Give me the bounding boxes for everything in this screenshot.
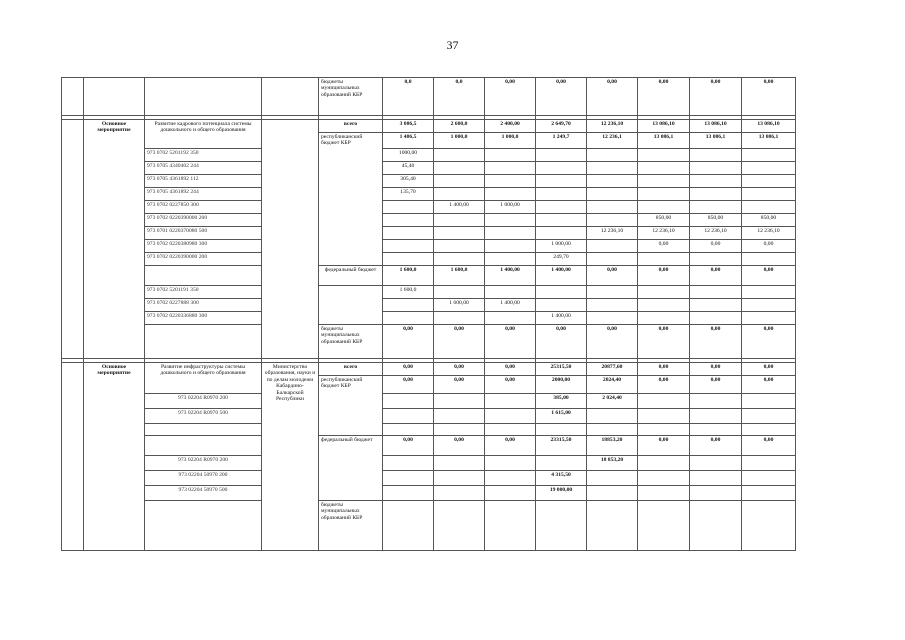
event-kind-label: Основное мероприятие: [84, 363, 145, 551]
value-cell: [742, 299, 796, 312]
value-cell: [638, 299, 690, 312]
kbk-code: 973 02204 50970 500: [145, 486, 262, 501]
value-cell: 0,00: [383, 376, 434, 394]
kbk-code: 973 02204 50970 200: [145, 471, 262, 486]
empty-cell: [145, 78, 262, 116]
budget-source-label: бюджеты муниципальных образований КБР: [319, 501, 383, 551]
value-cell: [638, 149, 690, 162]
value-cell: [638, 253, 690, 266]
empty-cell: [319, 286, 383, 325]
empty-cell: [638, 501, 690, 551]
value-cell: 1 400,00: [434, 201, 485, 214]
value-cell: 850,00: [690, 214, 742, 227]
value-cell: 0,00: [638, 436, 690, 456]
empty-cell: [536, 501, 587, 551]
event-title: Развитие инфраструктуры системы дошкольного и общего образования: [145, 363, 262, 394]
table-row: [62, 120, 796, 133]
number-cell: [62, 363, 84, 551]
value-cell: 13 086,10: [690, 120, 742, 133]
value-cell: [587, 253, 638, 266]
value-cell: [536, 201, 587, 214]
budget-source-label: республиканский бюджет КБР: [319, 133, 383, 266]
value-cell: 0,00: [742, 363, 796, 376]
value-cell: [587, 240, 638, 253]
value-cell: [587, 299, 638, 312]
table-row: [62, 312, 796, 325]
value-cell: 0,00: [638, 266, 690, 286]
value-cell: 2 600,0: [434, 120, 485, 133]
empty-cell: [262, 78, 319, 116]
table-row: [62, 325, 796, 359]
value-cell: 0,00: [638, 325, 690, 359]
kbk-code: 973 0702 0220390000 200: [145, 214, 262, 227]
total-label: всего: [319, 120, 383, 133]
value-cell: 1 000,00: [485, 201, 536, 214]
value-cell: [434, 486, 485, 501]
value-cell: [690, 456, 742, 471]
value-cell: [587, 409, 638, 424]
value-cell: [434, 312, 485, 325]
value-cell: 2 649,70: [536, 120, 587, 133]
kbk-code: 973 0702 0227888 300: [145, 299, 262, 312]
value-cell: 135,70: [383, 188, 434, 201]
value-cell: 0,00: [742, 436, 796, 456]
value-cell: [587, 312, 638, 325]
value-cell: 850,00: [742, 214, 796, 227]
value-cell: [742, 162, 796, 175]
value-cell: [536, 162, 587, 175]
empty-cell: [145, 501, 262, 551]
value-cell: 0,00: [485, 325, 536, 359]
value-cell: 1 600,00: [434, 299, 485, 312]
value-cell: [536, 188, 587, 201]
value-cell: [690, 188, 742, 201]
value-cell: [638, 456, 690, 471]
value-cell: 1 400,00: [536, 312, 587, 325]
empty-cell: [690, 424, 742, 436]
value-cell: 0,00: [434, 376, 485, 394]
value-cell: [536, 214, 587, 227]
value-cell: 0,00: [690, 376, 742, 394]
empty-cell: [383, 424, 434, 436]
value-cell: 0,00: [690, 325, 742, 359]
empty-cell: [145, 325, 262, 359]
value-cell: 4 315,50: [536, 471, 587, 486]
value-cell: 1 400,00: [485, 266, 536, 286]
value-cell: 3 086,5: [383, 120, 434, 133]
value-cell: 305,40: [383, 175, 434, 188]
empty-cell: [145, 424, 262, 436]
value-cell: 0,00: [690, 240, 742, 253]
value-cell: 0,00: [587, 325, 638, 359]
value-cell: [587, 201, 638, 214]
value-cell: [434, 227, 485, 240]
value-cell: 0,00: [638, 363, 690, 376]
value-cell: 0,00: [485, 376, 536, 394]
value-cell: [638, 286, 690, 299]
value-cell: [434, 394, 485, 409]
value-cell: [638, 409, 690, 424]
value-cell: 249,70: [536, 253, 587, 266]
value-cell: [690, 409, 742, 424]
value-cell: [690, 253, 742, 266]
kbk-code: 973 02204 R0970 500: [145, 409, 262, 424]
table-row: [62, 409, 796, 424]
table-row: [62, 436, 796, 456]
value-cell: 1 249,7: [536, 133, 587, 149]
kbk-code: 973 0702 0220390000 200: [145, 253, 262, 266]
kbk-code: 973 0705 4361892 244: [145, 188, 262, 201]
value-cell: 2000,00: [536, 376, 587, 394]
table-row: [62, 456, 796, 471]
value-cell: [383, 240, 434, 253]
value-cell: 0,00: [485, 363, 536, 376]
value-cell: [485, 486, 536, 501]
value-cell: 1000,00: [383, 149, 434, 162]
value-cell: 2 400,00: [485, 120, 536, 133]
kbk-code: 973 0702 5201191 350: [145, 286, 262, 299]
table-row: [62, 201, 796, 214]
value-cell: [690, 286, 742, 299]
value-cell: [587, 149, 638, 162]
event-kind-label: Основное мероприятие: [84, 120, 145, 359]
table-row: [62, 149, 796, 162]
empty-cell: [536, 424, 587, 436]
table-row: [62, 286, 796, 299]
kbk-code: 973 0705 4361892 112: [145, 175, 262, 188]
value-cell: 1 486,5: [383, 133, 434, 149]
value-cell: 18853,20: [587, 436, 638, 456]
empty-cell: [742, 424, 796, 436]
kbk-code: 973 02204 R0970 200: [145, 394, 262, 409]
value-cell: 0,0: [434, 78, 485, 116]
value-cell: [434, 149, 485, 162]
value-cell: 12 236,10: [690, 227, 742, 240]
value-cell: 0,00: [536, 325, 587, 359]
value-cell: [434, 214, 485, 227]
empty-cell: [587, 424, 638, 436]
value-cell: [485, 162, 536, 175]
table-row: [62, 501, 796, 551]
value-cell: 18 853,20: [587, 456, 638, 471]
value-cell: 1 600,0: [434, 266, 485, 286]
value-cell: [383, 456, 434, 471]
empty-cell: [434, 501, 485, 551]
value-cell: [742, 471, 796, 486]
value-cell: [536, 175, 587, 188]
value-cell: [742, 456, 796, 471]
table-row: [62, 78, 796, 116]
value-cell: [742, 394, 796, 409]
value-cell: [690, 299, 742, 312]
value-cell: 13 086,1: [638, 133, 690, 149]
value-cell: 12 236,1: [587, 133, 638, 149]
value-cell: [690, 471, 742, 486]
value-cell: 0,00: [434, 436, 485, 456]
executor-label: Министерство образования, науки и по делам молодежи Кабардино-Балкарской Республики: [262, 363, 319, 551]
value-cell: [383, 227, 434, 240]
value-cell: 0,00: [742, 240, 796, 253]
value-cell: 2024,40: [587, 376, 638, 394]
value-cell: [742, 175, 796, 188]
value-cell: [485, 394, 536, 409]
value-cell: [536, 149, 587, 162]
value-cell: [536, 299, 587, 312]
value-cell: [587, 214, 638, 227]
value-cell: 25315,50: [536, 363, 587, 376]
value-cell: [485, 175, 536, 188]
value-cell: [638, 394, 690, 409]
table-row: [62, 214, 796, 227]
value-cell: [485, 240, 536, 253]
budget-source-label: республиканский бюджет КБР: [319, 376, 383, 436]
value-cell: 1 615,00: [536, 409, 587, 424]
empty-cell: [145, 436, 262, 456]
budget-source-label: бюджеты муниципальных образований КБР: [319, 78, 383, 116]
value-cell: 0,00: [383, 363, 434, 376]
value-cell: 0,00: [434, 363, 485, 376]
table-row: [62, 486, 796, 501]
value-cell: [434, 175, 485, 188]
value-cell: 0,00: [638, 376, 690, 394]
value-cell: 0,00: [434, 325, 485, 359]
value-cell: 0,00: [536, 78, 587, 116]
value-cell: [536, 286, 587, 299]
value-cell: 0,00: [485, 78, 536, 116]
value-cell: 0,00: [742, 325, 796, 359]
value-cell: 0,00: [587, 266, 638, 286]
executor-cell: [262, 120, 319, 359]
value-cell: 19 000,00: [536, 486, 587, 501]
value-cell: [383, 409, 434, 424]
value-cell: 0,00: [638, 78, 690, 116]
value-cell: [690, 201, 742, 214]
value-cell: [638, 162, 690, 175]
value-cell: [383, 299, 434, 312]
kbk-code: 973 0702 5201192 350: [145, 149, 262, 162]
value-cell: 1 600,0: [383, 266, 434, 286]
value-cell: [690, 162, 742, 175]
kbk-code: 973 02204 R0970 200: [145, 456, 262, 471]
kbk-code: 973 0705 4340402 244: [145, 162, 262, 175]
value-cell: [638, 175, 690, 188]
table-row: [62, 394, 796, 409]
value-cell: [434, 162, 485, 175]
empty-cell: [84, 78, 145, 116]
empty-cell: [62, 78, 84, 116]
value-cell: [434, 240, 485, 253]
value-cell: [485, 227, 536, 240]
value-cell: [638, 312, 690, 325]
value-cell: [434, 286, 485, 299]
value-cell: [485, 286, 536, 299]
value-cell: [742, 188, 796, 201]
value-cell: 0,00: [587, 78, 638, 116]
table-row: [62, 266, 796, 286]
value-cell: 1 000,00: [536, 240, 587, 253]
value-cell: [383, 312, 434, 325]
value-cell: [742, 409, 796, 424]
total-label: всего: [319, 363, 383, 376]
value-cell: [742, 253, 796, 266]
value-cell: 2 024,40: [587, 394, 638, 409]
table-row: [62, 424, 796, 436]
value-cell: [587, 286, 638, 299]
table-row: [62, 240, 796, 253]
kbk-code: 973 0702 0220380980 300: [145, 240, 262, 253]
value-cell: 0,00: [638, 240, 690, 253]
value-cell: 1 400,00: [485, 299, 536, 312]
value-cell: [638, 188, 690, 201]
value-cell: 12 236,10: [638, 227, 690, 240]
value-cell: [485, 312, 536, 325]
kbk-code: 973 0702 0220336880 300: [145, 312, 262, 325]
value-cell: [485, 149, 536, 162]
empty-cell: [638, 424, 690, 436]
empty-cell: [690, 501, 742, 551]
budget-source-label: федеральный бюджет: [319, 266, 383, 286]
value-cell: 385,00: [536, 394, 587, 409]
value-cell: [587, 471, 638, 486]
value-cell: [383, 394, 434, 409]
value-cell: [383, 253, 434, 266]
table-row: [62, 299, 796, 312]
value-cell: [587, 175, 638, 188]
value-cell: 0,00: [742, 266, 796, 286]
value-cell: [383, 471, 434, 486]
value-cell: [742, 312, 796, 325]
value-cell: [742, 286, 796, 299]
table-row: [62, 227, 796, 240]
value-cell: [485, 214, 536, 227]
value-cell: [587, 162, 638, 175]
value-cell: [485, 188, 536, 201]
value-cell: [383, 486, 434, 501]
empty-cell: [145, 266, 262, 286]
value-cell: 0,00: [383, 436, 434, 456]
value-cell: [383, 214, 434, 227]
value-cell: 0,00: [690, 436, 742, 456]
empty-cell: [383, 501, 434, 551]
value-cell: [638, 201, 690, 214]
value-cell: 13 086,1: [742, 133, 796, 149]
empty-cell: [485, 501, 536, 551]
value-cell: [690, 486, 742, 501]
value-cell: [587, 188, 638, 201]
empty-cell: [742, 501, 796, 551]
value-cell: 1 400,00: [536, 266, 587, 286]
value-cell: [690, 394, 742, 409]
value-cell: [690, 149, 742, 162]
value-cell: 13 086,10: [638, 120, 690, 133]
value-cell: [434, 456, 485, 471]
value-cell: [536, 227, 587, 240]
value-cell: 0,00: [690, 363, 742, 376]
value-cell: [742, 149, 796, 162]
value-cell: [742, 201, 796, 214]
table-row: [62, 363, 796, 376]
empty-cell: [434, 424, 485, 436]
value-cell: [434, 471, 485, 486]
value-cell: 0,00: [690, 78, 742, 116]
table-row: [62, 188, 796, 201]
value-cell: 13 086,10: [742, 120, 796, 133]
value-cell: 850,00: [638, 214, 690, 227]
value-cell: 1 600,0: [383, 286, 434, 299]
value-cell: [690, 312, 742, 325]
value-cell: 20877,60: [587, 363, 638, 376]
value-cell: [638, 486, 690, 501]
value-cell: [485, 471, 536, 486]
value-cell: [638, 471, 690, 486]
number-cell: [62, 120, 84, 359]
value-cell: 12 236,10: [587, 120, 638, 133]
event-title: Развитие кадрового потенциала системы дошкольного и общего образования: [145, 120, 262, 149]
value-cell: 13 086,1: [690, 133, 742, 149]
value-cell: [383, 201, 434, 214]
budget-table: [61, 77, 796, 551]
value-cell: [536, 456, 587, 471]
value-cell: 1 000,0: [485, 133, 536, 149]
table-row: [62, 162, 796, 175]
value-cell: [434, 409, 485, 424]
value-cell: 0,00: [485, 436, 536, 456]
budget-source-label: бюджеты муниципальных образований КБР: [319, 325, 383, 359]
value-cell: [742, 486, 796, 501]
table-row: [62, 253, 796, 266]
value-cell: [434, 253, 485, 266]
budget-source-label: федеральный бюджет: [319, 436, 383, 501]
kbk-code: 973 0702 0227850 300: [145, 201, 262, 214]
value-cell: 45,40: [383, 162, 434, 175]
value-cell: 1 000,0: [434, 133, 485, 149]
value-cell: [587, 486, 638, 501]
empty-cell: [485, 424, 536, 436]
value-cell: 0,0: [383, 78, 434, 116]
value-cell: 12 236,10: [587, 227, 638, 240]
value-cell: [434, 188, 485, 201]
page-number: 37: [446, 38, 459, 52]
table-row: [62, 471, 796, 486]
table-row: [62, 175, 796, 188]
kbk-code: 973 0701 0220370080 500: [145, 227, 262, 240]
value-cell: 0,00: [383, 325, 434, 359]
value-cell: [690, 175, 742, 188]
value-cell: [485, 456, 536, 471]
value-cell: 12 236,10: [742, 227, 796, 240]
value-cell: [485, 253, 536, 266]
value-cell: 0,00: [742, 78, 796, 116]
value-cell: [485, 409, 536, 424]
value-cell: 23315,50: [536, 436, 587, 456]
value-cell: 0,00: [690, 266, 742, 286]
empty-cell: [587, 501, 638, 551]
value-cell: 0,00: [742, 376, 796, 394]
